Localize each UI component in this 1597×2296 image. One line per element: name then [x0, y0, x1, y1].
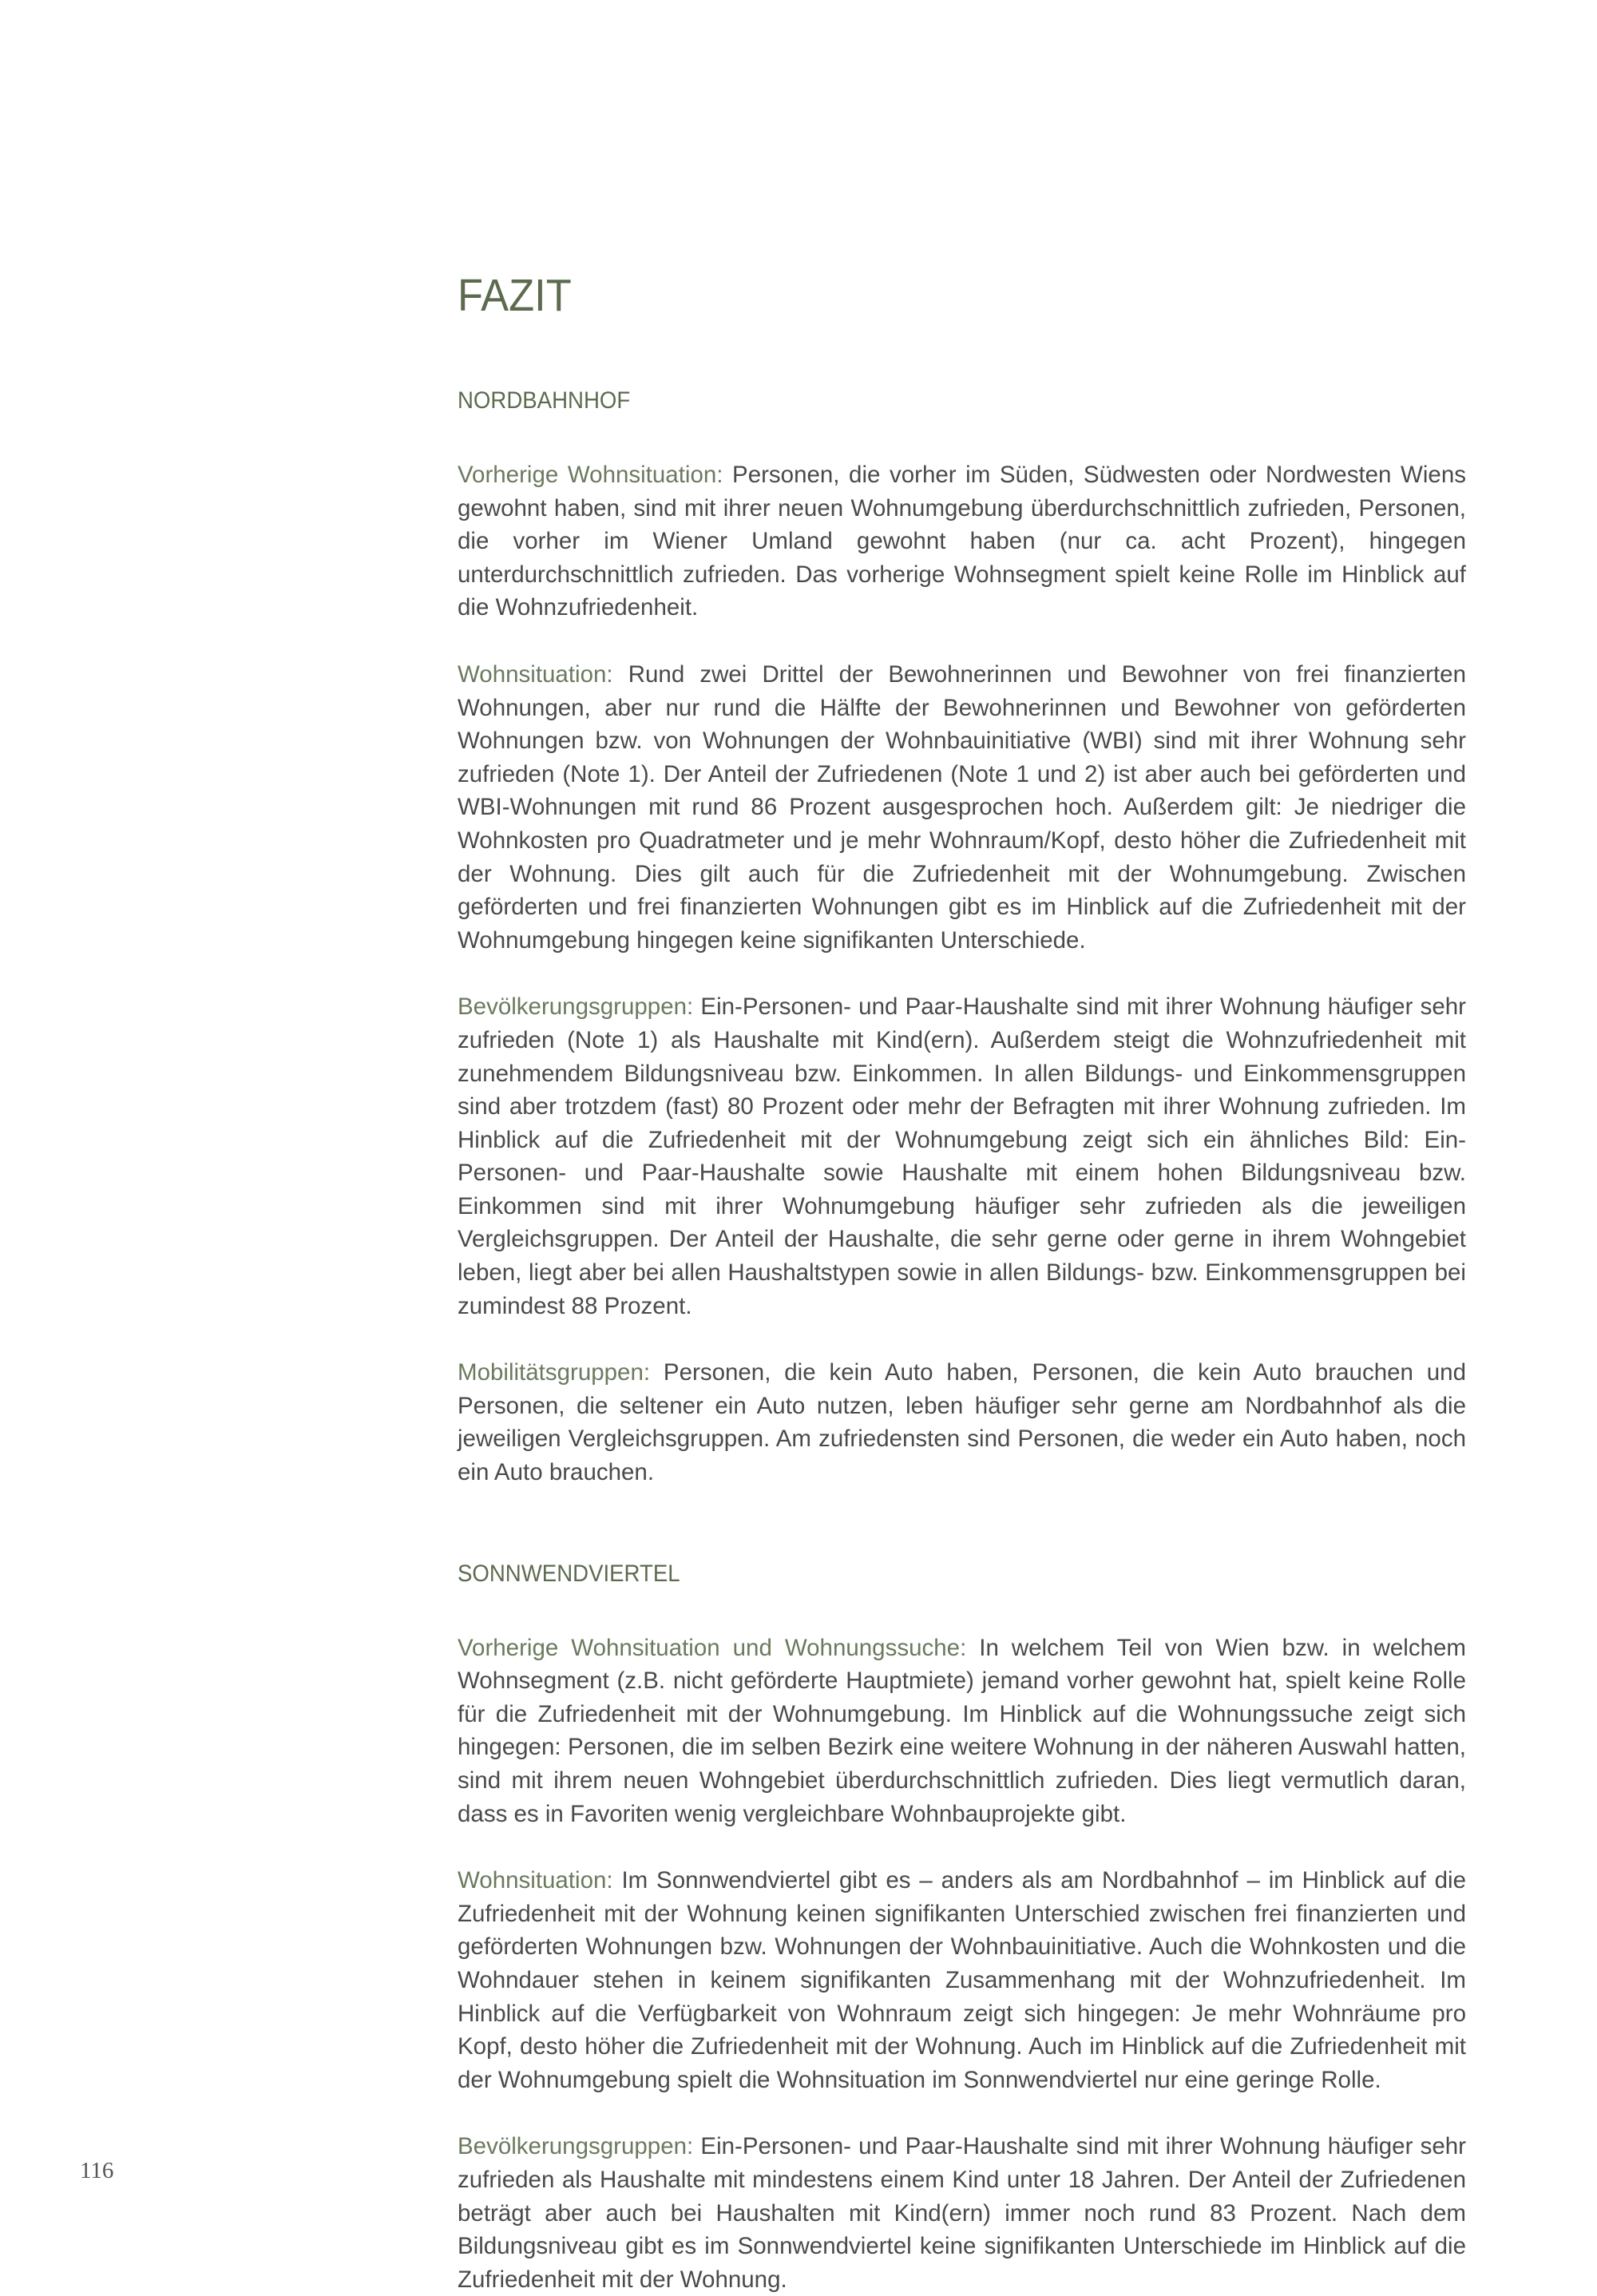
paragraph-lead: Wohnsituation: [458, 1867, 613, 1894]
paragraph-wohnsituation [458, 658, 1466, 957]
paragraph-text: Personen, die kein Auto haben, Personen, die kein Auto brauchen und Personen, die seltener ein Auto nutzen, leben häufiger sehr gerne am Nordbahnhof als die jeweiligen Vergleichsgruppen. Am zufriedensten sind Personen, die weder ein Auto haben, noch ein Auto brauchen. [458, 1359, 1466, 1486]
page-content [458, 268, 1466, 2296]
paragraph-text: Im Sonnwendviertel gibt es – anders als am Nordbahnhof – im Hinblick auf die Zufriedenheit mit der Wohnung keinen signifikanten Unterschied zwischen frei finanzierten und geförderten Wohnungen bzw. Wohnungen der Wohnbauinitiative. Auch die Wohnkosten und die Wohndauer stehen in keinem signifikanten Zusammenhang mit der Wohnzufriedenheit. Im Hinblick auf die Verfügbarkeit von Wohnraum zeigt sich hingegen: Je mehr Wohnräume pro Kopf, desto höher die Zufriedenheit mit der Wohnung. Auch im Hinblick auf die Zufriedenheit mit der Wohnumgebung spielt die Wohnsituation im Sonnwendviertel nur eine geringe Rolle. [458, 1867, 1466, 2093]
section-heading-sonnwendviertel: SONNWENDVIERTEL [458, 1560, 680, 1587]
paragraph-text: Ein-Personen- und Paar-Haushalte sind mit ihrer Wohnung häufiger sehr zufrieden als Haushalte mit mindestens einem Kind unter 18 Jahren. Der Anteil der Zufriedenen beträgt aber auch bei Haushalten mit Kind(ern) immer noch rund 83 Prozent. Nach dem Bildungsniveau gibt es im Sonnwendviertel keine signifikanten Unterschiede im Hinblick auf die Zufriedenheit mit der Wohnung. [458, 2133, 1466, 2293]
paragraph-vorherige-wohnsituation [458, 458, 1466, 625]
paragraph-lead: Bevölkerungsgruppen: [458, 2133, 694, 2160]
paragraph-text: Rund zwei Drittel der Bewohnerinnen und Bewohner von frei finanzierten Wohnungen, aber nur rund die Hälfte der Bewohnerinnen und Bewohner von geförderten Wohnungen bzw. von Wohnungen der Wohnbauinitiative (WBI) sind mit ihrer Wohnung sehr zufrieden (Note 1). Der Anteil der Zufriedenen (Note 1 und 2) ist aber auch bei geförderten und WBI-Wohnungen mit rund 86 Prozent ausgesprochen hoch. Außerdem gilt: Je niedriger die Wohnkosten pro Quadratmeter und je mehr Wohnraum/Kopf, desto höher die Zufriedenheit mit der Wohnung. Dies gilt auch für die Zufriedenheit mit der Wohnumgebung. Zwischen geförderten und frei finanzierten Wohnungen gibt es im Hinblick auf die Zufriedenheit mit der Wohnumgebung hingegen keine signifikanten Unterschiede. [458, 660, 1466, 954]
paragraph-lead: Vorherige Wohnsituation: [458, 462, 723, 488]
section-heading-nordbahnhof: NORDBAHNHOF [458, 387, 631, 414]
section-sonnwendviertel [458, 1558, 1466, 2296]
section-nordbahnhof [458, 385, 1466, 1489]
paragraph-lead: Wohnsituation: [458, 660, 613, 688]
page-title: FAZIT [458, 270, 572, 321]
paragraph-text: Personen, die vorher im Süden, Südwesten oder Nordwesten Wiens gewohnt haben, sind mit ihrer neuen Wohnumgebung überdurchschnittlich zufrieden, Personen, die vorher im Wiener Umland gewohnt haben (nur ca. acht Prozent), hingegen unterdurchschnittlich zufrieden. Das vorherige Wohnsegment spielt keine Rolle im Hinblick auf die Wohnzufriedenheit. [458, 462, 1466, 621]
paragraph-vorherige-wohnsituation-wohnungssuche [458, 1632, 1466, 1831]
paragraph-bevoelkerungsgruppen [458, 2130, 1466, 2296]
paragraph-lead: Mobilitätsgruppen: [458, 1359, 651, 1386]
paragraph-wohnsituation [458, 1864, 1466, 2096]
paragraph-text: In welchem Teil von Wien bzw. in welchem Wohnsegment (z.B. nicht geförderte Hauptmiete) jemand vorher gewohnt hat, spielt keine Rolle für die Zufriedenheit mit der Wohnumgebung. Im Hinblick auf die Wohnungssuche zeigt sich hingegen: Personen, die im selben Bezirk eine weitere Wohnung in der näheren Auswahl hatten, sind mit ihrem neuen Wohngebiet überdurchschnittlich zufrieden. Dies liegt vermutlich daran, dass es in Favoriten wenig vergleichbare Wohnbauprojekte gibt. [458, 1634, 1466, 1827]
paragraph-text: Ein-Personen- und Paar-Haushalte sind mit ihrer Wohnung häufiger sehr zufrieden (Note 1) als Haushalte mit Kind(ern). Außerdem steigt die Wohnzufriedenheit mit zunehmendem Bildungsniveau bzw. Einkommen. In allen Bildungs- und Einkommensgruppen sind aber trotzdem (fast) 80 Prozent oder mehr der Befragten mit ihrer Wohnung zufrieden. Im Hinblick auf die Zufriedenheit mit der Wohnumgebung zeigt sich ein ähnliches Bild: Ein-Personen- und Paar-Haushalte sowie Haushalte mit einem hohen Bildungsniveau bzw. Einkommen sind mit ihrer Wohnumgebung häufiger sehr zufrieden als die jeweiligen Vergleichsgruppen. Der Anteil der Haushalte, die sehr gerne oder gerne in ihrem Wohngebiet leben, liegt aber bei allen Haushaltstypen sowie in allen Bildungs- bzw. Einkommensgruppen bei zumindest 88 Prozent. [458, 993, 1466, 1319]
paragraph-lead: Vorherige Wohnsituation und Wohnungssuche: [458, 1634, 967, 1661]
paragraph-bevoelkerungsgruppen [458, 990, 1466, 1322]
paragraph-mobilitaetsgruppen [458, 1356, 1466, 1489]
paragraph-lead: Bevölkerungsgruppen: [458, 993, 694, 1021]
page-number: 116 [80, 2158, 114, 2183]
